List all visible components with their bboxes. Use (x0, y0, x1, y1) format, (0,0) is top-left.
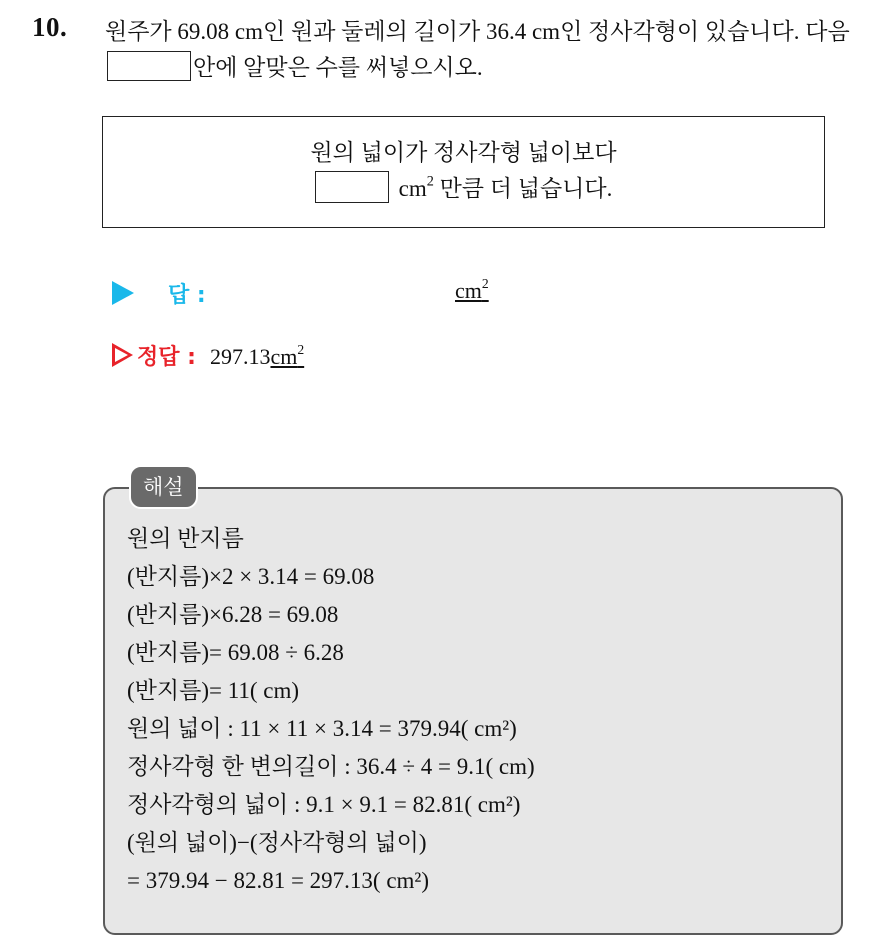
question-number: 10. (32, 12, 68, 42)
answer-arrow-icon (112, 281, 134, 305)
condition-line1: 원의 넓이가 정사각형 넓이보다 (310, 140, 617, 165)
correct-answer-row (112, 340, 304, 371)
correct-arrow-icon (112, 343, 133, 367)
question-text-part1: 원주가 69.08 cm인 원과 둘레의 길이가 36.4 cm인 정사각형이 있습니다. 다음 (105, 19, 850, 44)
explanation-line: (반지름)×6.28 = 69.08 (127, 602, 339, 627)
correct-value: 297.13 (209, 344, 271, 369)
correct-label: 정답 : (137, 345, 196, 370)
answer-unit: $cm^2$ (455, 275, 489, 303)
condition-box (102, 116, 825, 228)
condition-unit: $cm^2$ (398, 173, 434, 201)
answer-row (112, 278, 206, 309)
condition-line2 (103, 171, 824, 207)
explanation-line: 정사각형 한 변의길이 : 36.4 ÷ 4 = 9.1( cm) (127, 754, 535, 779)
explanation-line: 정사각형의 넓이 : 9.1 × 9.1 = 82.81( cm²) (127, 792, 521, 817)
explanation-line: (원의 넓이)−(정사각형의 넓이) (127, 830, 427, 855)
condition-line2-tail: 만큼 더 넓습니다. (439, 176, 613, 201)
explanation-line: (반지름)×2 × 3.14 = 69.08 (127, 564, 375, 589)
answer-label: 답 : (168, 283, 206, 308)
explanation-line: 원의 반지름 (127, 526, 244, 551)
question-blank-box (107, 51, 191, 81)
question-text (105, 14, 865, 86)
explanation-line: (반지름)= 11( cm) (127, 678, 300, 703)
explanation-line: (반지름)= 69.08 ÷ 6.28 (127, 640, 344, 665)
explanation-line: = 379.94 − 82.81 = 297.13( cm²) (127, 868, 429, 893)
explanation-tab: 해설 (129, 465, 198, 509)
condition-blank-box (315, 171, 389, 203)
correct-unit: $cm^2$ (270, 341, 305, 369)
question-text-part2: 안에 알맞은 수를 써넣으시오. (193, 55, 483, 80)
explanation-line: 원의 넓이 : 11 × 11 × 3.14 = 379.94( cm²) (127, 716, 517, 741)
explanation-lines (127, 520, 535, 900)
